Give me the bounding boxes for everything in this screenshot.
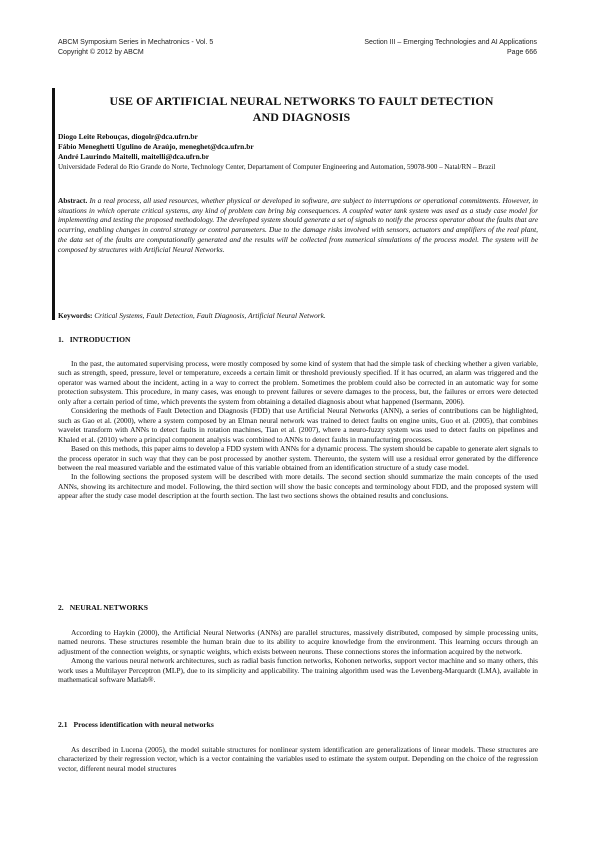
subsection-process-identification	[58, 720, 538, 773]
paper-title	[66, 94, 537, 125]
subsection-heading	[58, 720, 538, 730]
author-block	[58, 132, 538, 173]
affiliation: Universidade Federal do Rio Grande do Norte, Technology Center, Departament of Computer Engineering and Automation, 59078-900 – Natal/RN – Brazil	[58, 163, 496, 171]
section-heading	[58, 603, 538, 613]
section-number: 2.	[58, 603, 64, 612]
keywords	[58, 311, 538, 321]
abstract	[58, 196, 538, 254]
paragraph: As described in Lucena (2005), the model suitable structures for nonlinear system identification are generalizations of linear models. These structures are characterized by their regression vector, which is a vector containing the variables used to estimate the system output. Depending on the choice of the regression vector, different neural model structures	[58, 745, 538, 773]
title-line-1: USE OF ARTIFICIAL NEURAL NETWORKS TO FAULT DETECTION	[109, 94, 494, 108]
section-heading	[58, 335, 538, 345]
header-series: ABCM Symposium Series in Mechatronics - Vol. 5	[58, 39, 214, 46]
running-header-right	[364, 38, 537, 57]
header-section: Section III – Emerging Technologies and AI Applications	[364, 39, 537, 46]
author-3: André Laurindo Maitelli, maitelli@dca.ufrn.br	[58, 152, 210, 161]
section-introduction	[58, 335, 538, 501]
paragraph: Based on this methods, this paper aims to develop a FDD system with ANNs for a dynamic process. The system should be capable to generate alert signals to the process operator in such way that they can be post processed by another system. Thereunto, the system will use a residual error generated by the difference between the real measured variable and the estimated value of this variable obtained from an identification structure of a study case model.	[58, 444, 538, 472]
keywords-label: Keywords:	[58, 311, 93, 320]
header-page-number: Page 666	[507, 48, 537, 56]
header-copyright: Copyright © 2012 by ABCM	[58, 48, 144, 56]
section-number: 1.	[58, 335, 64, 344]
abstract-label: Abstract.	[58, 196, 88, 205]
author-1: Diogo Leite Rebouças, diogolr@dca.ufrn.br	[58, 132, 198, 141]
section-title: INTRODUCTION	[69, 335, 131, 344]
abstract-text: In a real process, all used resources, whether physical or developed in software, are subject to interruptions or operational commitments. However, in situations in which operate critical systems, any kind of problem can bring big consequences. A coupled water tank system was used as a study case model for implementing and testing the proposed methodology. The developed system should generate a set of signals to notify the process operator about the faults that are ocurring, enabling changes in control strategy or control parameters. Due to the damage risks involved with sensors, actuators and amplifiers of the real plant, the data set of the faults are computationally generated and the results will be collected from numerical simulations of the process model. The system will be composed by structures with Artificial Neural Networks.	[58, 196, 538, 254]
author-2: Fábio Meneghetti Ugulino de Araújo, meneghet@dca.ufrn.br	[58, 142, 254, 151]
margin-bar	[52, 88, 55, 320]
section-title: NEURAL NETWORKS	[69, 603, 148, 612]
subsection-title: Process identification with neural networks	[73, 720, 214, 729]
running-header-left	[58, 38, 213, 57]
subsection-number: 2.1	[58, 720, 68, 729]
paragraph: Considering the methods of Fault Detection and Diagnosis (FDD) that use Artificial Neural Networks (ANN), a series of contributions can be highlighted, such as Gao et al. (2000), where a system composed by an Elman neural network was trained to detect faults on engine units, Guo et al. (2005), that combines wavelet transform with ANNs to detect faults in rotation machines, Tian et al. (2007), where a neuro-fuzzy system was used to detect faults on pipelines and Khaled et al. (2010) where a principal component analysis was combined to ANNs to detect faults in manufacturing processes.	[58, 406, 538, 444]
paragraph: Among the various neural network architectures, such as radial basis function networks, Kohonen networks, support vector machine and so many others, this work uses a Multilayer Perceptron (MLP), due to its simplicity and applicability. The training algorithm used was the Levenberg-Marquardt (LMA), available in mathematical software Matlab®.	[58, 656, 538, 685]
paragraph: In the past, the automated supervising process, were mostly composed by some kind of system that had the simple task of checking whether a given variable, such as strength, speed, pressure, level or temperature, exceeds a certain limit or threshold previously specified. If it has ocurred, an alarm was triggered and the operator was warned about the incident, acting in a way to correct the problem. Sometimes the problem could also be corrected in an automatic way for some protection subsystem. This procedure, in many cases, was enough to prevent failures or severe damages to the process, but, the failures or errors were detected only after a certain period of time, which prevents the system from obtaining a detailed diagnosis about what happened (Isermann, 2006).	[58, 359, 538, 406]
paragraph: In the following sections the proposed system will be described with more details. The second section should summarize the main concepts of the used ANNs, showing its architecture and model. Following, the third section will show the basic concepts and terminology about FDD, and the proposed system will appear after the study case model description at the fourth section. The last two sections shows the obtained results and conclusions.	[58, 472, 538, 501]
title-line-2: AND DIAGNOSIS	[252, 109, 351, 124]
paragraph: According to Haykin (2000), the Artificial Neural Networks (ANNs) are parallel structures, massively distributed, composed by simple processing units, named neurons. These structures resemble the human brain due to its ability to acquire knowledge from the environment. This learning occurs through an adjustment of the connection weights, or synaptic weights, which exists between neurons. These connections stores the information acquired by the network.	[58, 628, 538, 656]
section-neural-networks	[58, 603, 538, 685]
keywords-text: Critical Systems, Fault Detection, Fault Diagnosis, Artificial Neural Network.	[94, 311, 326, 320]
